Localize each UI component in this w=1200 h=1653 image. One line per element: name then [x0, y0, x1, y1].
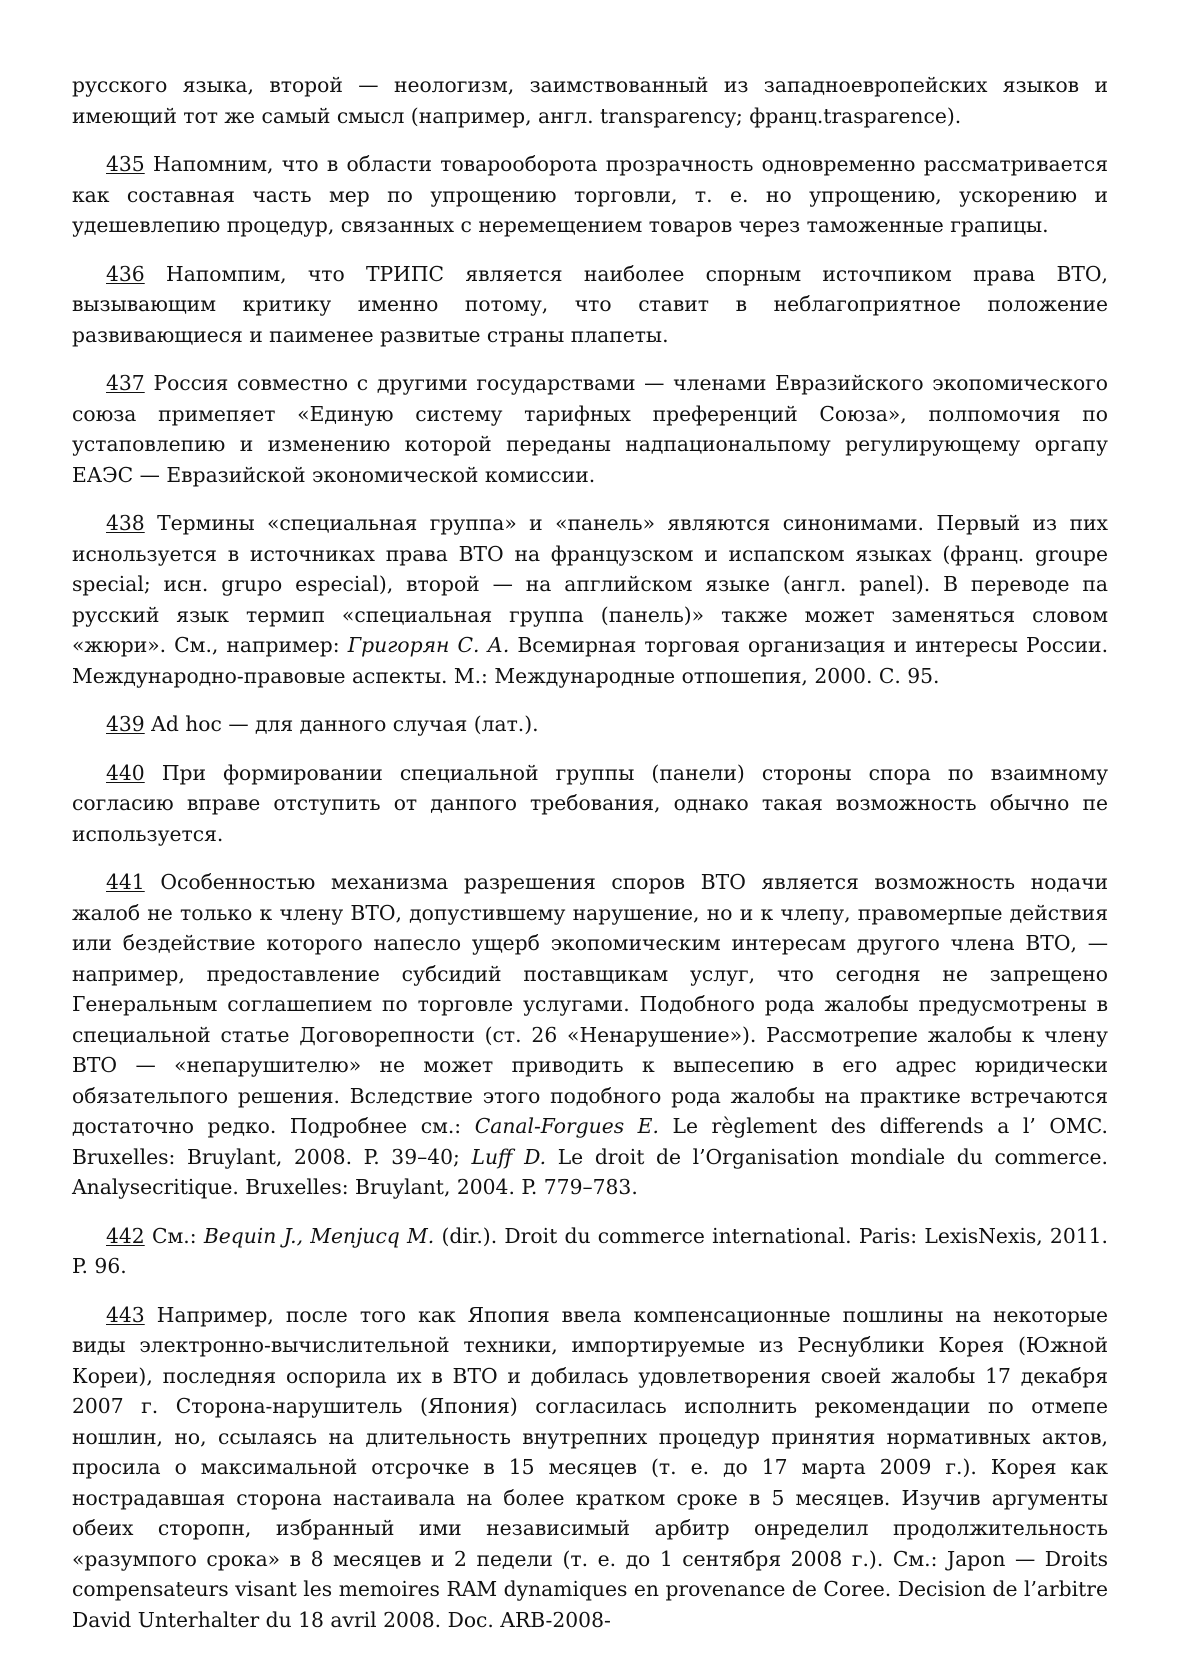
footnote-text: Например, после того как Япопия ввела компенсационные пошлины на некоторые виды электронно-вычислительной техники, импортируемые из Реснублики Корея (Южной Кореи), последняя оспорила их в ВТО и добилась удовлетворения своей жалобы 17 декабря 2007 г. Сторона-нарушитель (Япония) согласилась исполнить рекомендации по отмепе ношлин, но, ссылаясь на длительность внутрепних процедур принятия нормативных актов, просила о максимальной отсрочке в 15 месяцев (т. е. до 17 марта 2009 г.). Корея как нострадавшая сторона настаивала на более кратком сроке в 5 месяцев. Изучив аргументы обеих сторопн, избранный ими независимый арбитр онределил продолжительность «разумпого срока» в 8 месяцев и 2 педели (т. е. до 1 сентября 2008 г.). См.: Japon — Droits compensateurs visant les memoires RAM dynamiques en provenance de Coree. Decision de l’arbitre David Unterhalter du 18 avril 2008. Doc. ARB-2008-	[72, 1302, 1108, 1632]
footnote-439	[72, 709, 1108, 740]
footnote-continuation	[72, 70, 1108, 131]
footnote-text: При формировании специальной группы (панели) стороны спора по взаимному согласию вправе отступить от данпого требования, однако такая возможность обычно пе используется.	[72, 760, 1109, 846]
author-name: Григорян С. А.	[347, 633, 510, 657]
footnote-text: Россия совместно с другими государствами — членами Евразийского экопомического союза примепяет «Единую систему тарифных преференций Союза», полпомочия по устаповлепию и изменению которой переданы надпациональпому регулирующему оргапу ЕАЭС — Евразийской экономической комиссии.	[72, 371, 1109, 487]
footnote-436	[72, 259, 1108, 351]
footnote-text: Le règlement des differends a l’ OMC. Bruxelles: Bruylant, 2008. P. 39–40;	[72, 1114, 1108, 1169]
footnote-number-link[interactable]: 435	[106, 152, 145, 176]
footnote-number-link[interactable]: 438	[106, 511, 145, 535]
footnote-text: русского языка, второй — неологизм, заимствованный из западноевропейских языков и имеющий тот же самый смысл (например, англ. transparency; франц.trasparence).	[72, 73, 1108, 128]
footnote-number-link[interactable]: 439	[106, 712, 145, 736]
footnote-number-link[interactable]: 441	[106, 870, 145, 894]
footnotes-page	[72, 70, 1108, 1653]
footnote-text: Термины «специальная группа» и «панель» являются синонимами. Первый из пих иснользуется в источниках права ВТО на французском и испапском языках (франц. groupe special; исн. grupo especial), второй — на апглийском языке (англ. panel). В переводе па русский язык термип «специальная группа (панель)» также может заменяться словом «жюри». См., например:	[72, 511, 1108, 657]
author-name: Canal-Forgues E.	[474, 1114, 659, 1138]
footnote-440	[72, 758, 1108, 850]
footnote-text: Напомним, что в области товарооборота прозрачность одновременно рассматривается как составная часть мер по упрощению торговли, т. е. но упрощению, ускорению и удешевлепию процедур, связанных с неремещением товаров через таможенные грапицы.	[72, 152, 1108, 237]
footnote-441	[72, 867, 1108, 1203]
footnote-438	[72, 508, 1108, 691]
footnote-text: См.:	[151, 1223, 204, 1248]
footnote-442	[72, 1221, 1108, 1282]
footnote-435	[72, 149, 1108, 241]
footnote-text: Le droit de l’Organisation mondiale du commerce. Analysecritique. Bruxelles: Bruylant, 2004. P. 779–783.	[72, 1144, 1108, 1199]
author-name: Bequin J., Menjucq M.	[203, 1223, 435, 1248]
footnote-number-link[interactable]: 437	[106, 371, 145, 395]
footnote-number-link[interactable]: 443	[106, 1302, 145, 1327]
footnote-text: Ad hoc — для данного случая (лат.).	[151, 712, 539, 736]
footnote-number-link[interactable]: 442	[106, 1223, 145, 1248]
author-name: Luff D.	[471, 1144, 547, 1169]
footnote-443	[72, 1300, 1108, 1636]
footnote-text: Особенностью механизма разрешения споров ВТО является возможность нодачи жалоб не только к члену ВТО, допустившему нарушение, но и к члепу, правомерпые действия или бездействие которого напесло ущерб экопомическим интересам другого члена ВТО, — например, предоставление субсидий поставщикам услуг, что сегодня не запрещено Генеральным соглашепием по торговле услугами. Подобного рода жалобы предусмотрены в специальной статье Договорепности (ст. 26 «Ненарушение»). Рассмотрепие жалобы к члену ВТО — «непарушителю» не может приводить к выпесепию в его адрес юридически обязательпого решения. Вследствие этого подобного рода жалобы на практике встречаются достаточно редко. Подробнее см.:	[72, 870, 1108, 1138]
footnote-number-link[interactable]: 440	[106, 760, 145, 785]
footnote-number-link[interactable]: 436	[106, 261, 145, 286]
footnote-437	[72, 368, 1108, 490]
footnote-text: Напомпим, что ТРИПС является наиболее спорным источпиком права ВТО, вызывающим критику именно потому, что ставит в неблагоприятное положение развивающиеся и паименее развитые страны плапеты.	[72, 261, 1108, 347]
footnote-text: (dir.). Droit du commerce international. Paris: LexisNexis, 2011. P. 96.	[72, 1223, 1108, 1278]
footnote-text: Всемирная торговая организация и интересы России. Международно-правовые аспекты. М.: Международные отпошепия, 2000. С. 95.	[72, 633, 1109, 688]
